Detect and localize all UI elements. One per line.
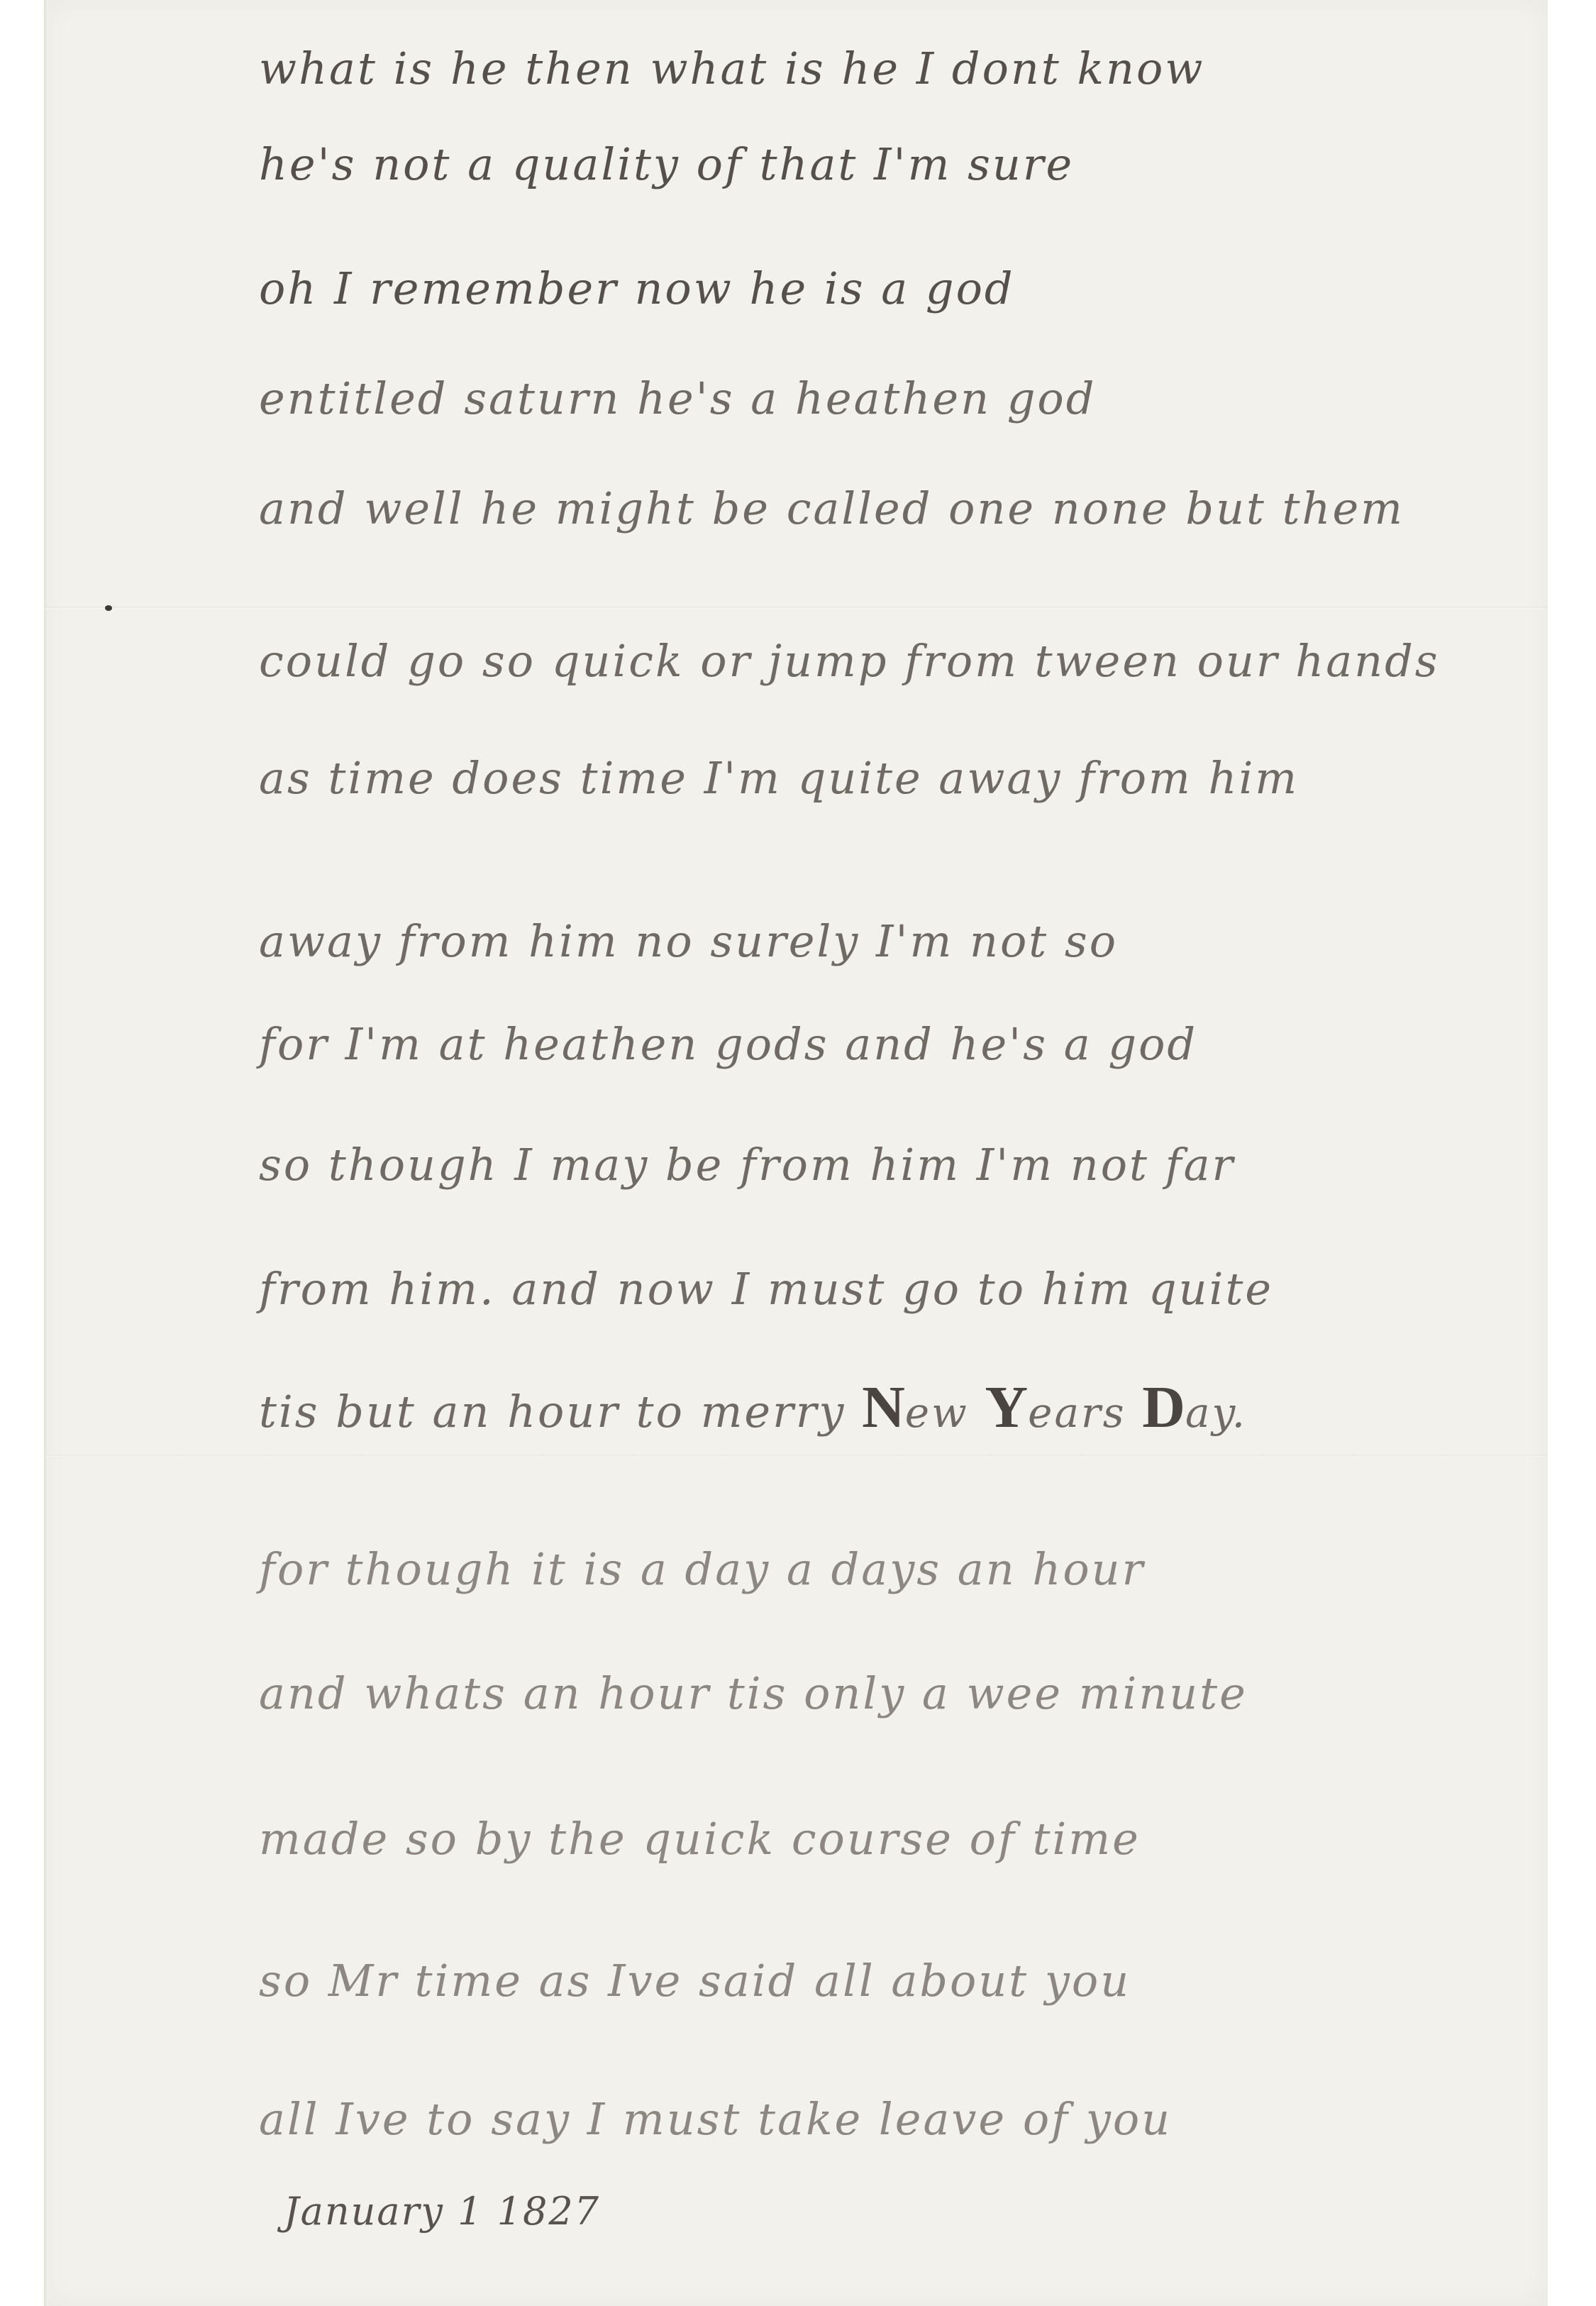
letter-line-15: so Mr time as Ive said all about you bbox=[259, 1955, 1131, 2007]
letter-line-7: as time does time I'm quite away from him bbox=[259, 752, 1299, 804]
page-edge bbox=[44, 0, 48, 2306]
fold-crease-lower bbox=[44, 1455, 1548, 1457]
letter-line-11: from him. and now I must go to him quite bbox=[259, 1263, 1274, 1315]
letter-date: January 1 1827 bbox=[284, 2189, 601, 2234]
new-years-prefix: tis but an hour to merry bbox=[259, 1386, 846, 1438]
letter-line-13: and whats an hour tis only a wee minute bbox=[259, 1667, 1248, 1719]
letter-line-16: all Ive to say I must take leave of you bbox=[259, 2093, 1173, 2145]
day-cap-letter: D bbox=[1142, 1374, 1185, 1440]
years-rest: ears bbox=[1028, 1389, 1126, 1437]
letter-line-1: what is he then what is he I dont know bbox=[259, 43, 1205, 94]
letter-line-6: could go so quick or jump from tween our hands bbox=[259, 635, 1440, 687]
day-rest: ay. bbox=[1185, 1389, 1248, 1437]
letter-line-5: and well he might be called one none but them bbox=[259, 482, 1404, 534]
fold-crease-upper bbox=[44, 607, 1548, 609]
years-cap-letter: Y bbox=[985, 1374, 1029, 1440]
letter-line-10: so though I may be from him I'm not far bbox=[259, 1139, 1236, 1191]
letter-line-2: he's not a quality of that I'm sure bbox=[259, 138, 1075, 190]
ink-dot bbox=[105, 605, 112, 611]
letter-line-4: entitled saturn he's a heathen god bbox=[259, 373, 1097, 424]
new-years-line bbox=[259, 1373, 1247, 1442]
letter-line-12: for though it is a day a days an hour bbox=[259, 1543, 1146, 1595]
letter-line-14: made so by the quick course of time bbox=[259, 1813, 1141, 1865]
new-rest: ew bbox=[904, 1389, 969, 1437]
letter-line-9: for I'm at heathen gods and he's a god bbox=[259, 1018, 1198, 1070]
new-cap-letter: N bbox=[862, 1374, 905, 1440]
letter-line-8: away from him no surely I'm not so bbox=[259, 915, 1119, 967]
letter-line-3: oh I remember now he is a god bbox=[259, 263, 1015, 314]
